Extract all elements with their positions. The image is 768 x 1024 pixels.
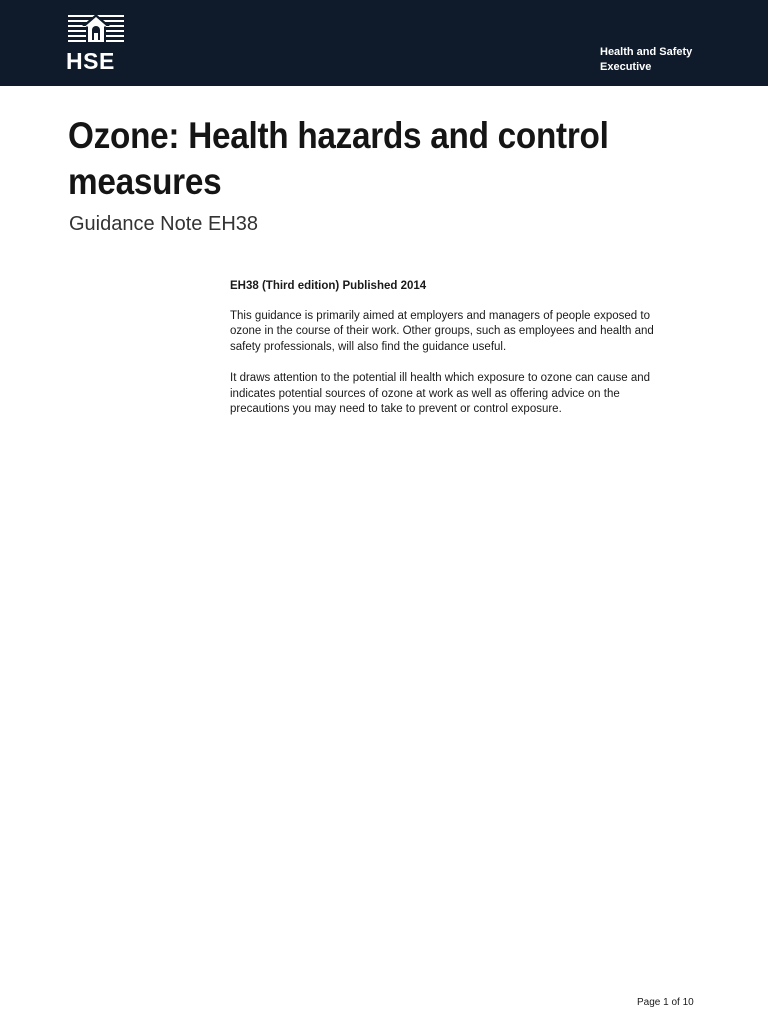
organisation-name [600,45,750,75]
org-name-line-1: Health and Safety [600,46,693,58]
org-name-line-2: Executive [600,61,652,73]
intro-content [230,279,670,434]
document-subtitle: Guidance Note EH38 [69,213,259,235]
intro-paragraph: It draws attention to the potential ill health which exposure to ozone can cause and indicates potential sources of ozone at work as well as offering advice on the precautions you may need to take to prevent or control exposure. [230,372,651,415]
document-title: Ozone: Health hazards and control measures [68,115,609,202]
intro-paragraph: This guidance is primarily aimed at employers and managers of people exposed to ozone in the course of their work. Other groups, such as employees and health and safety professionals, will also find the guidance useful. [230,309,654,353]
hse-logo [66,14,128,74]
hse-logo-icon [66,14,128,48]
logo-text: HSE [66,48,115,74]
page-number: Page 1 of 10 [637,997,694,1008]
header-bar [0,0,768,86]
edition-line: EH38 (Third edition) Published 2014 [230,280,427,292]
